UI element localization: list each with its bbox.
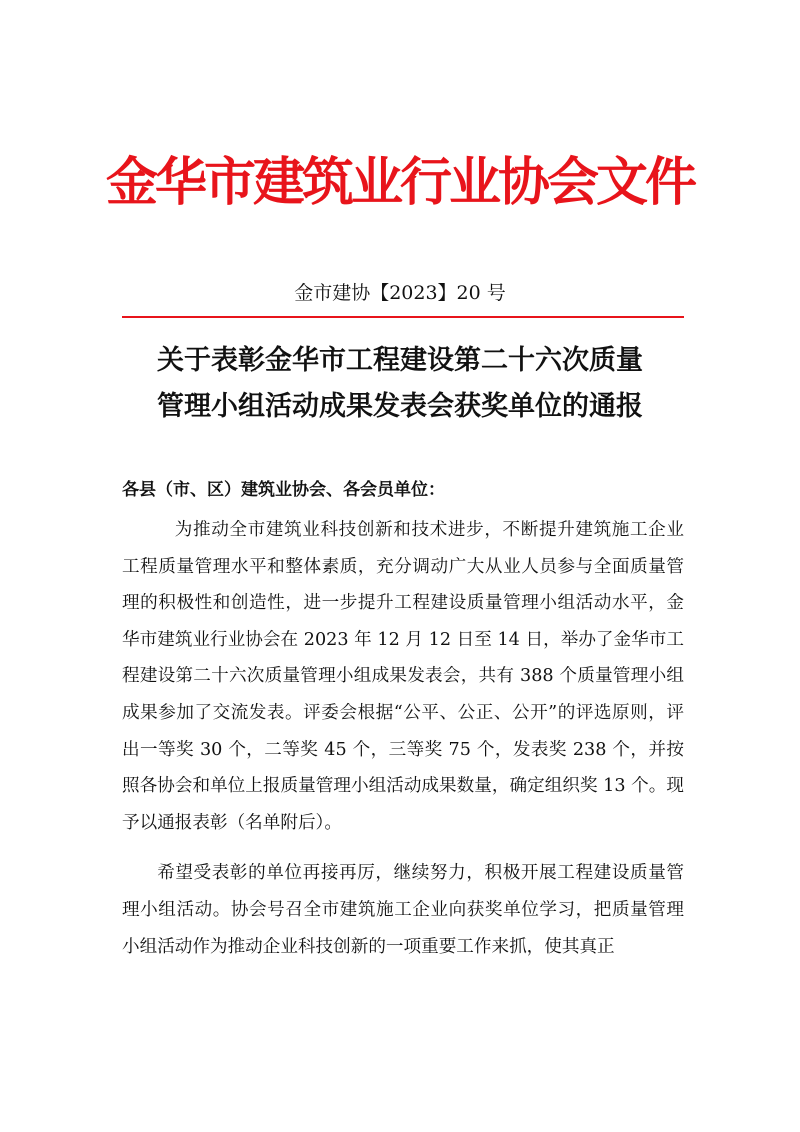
masthead-title: 金华市建筑业行业协会文件	[105, 153, 694, 213]
body-paragraph-1: 为推动全市建筑业科技创新和技术进步，不断提升建筑施工企业工程质量管理水平和整体素质，充分调动广大从业人员参与全面质量管理的积极性和创造性，进一步提升工程建设质量管理小组活动水平，金华市建筑业行业协会在 2023 年 12 月 12 日至 14 日，举办了金华市工程建设第二十六次质量管理小组成果发表会，共有 388 个质量管理小组成果参加了交流发表。评委会根据“公平、公正、公开”的评选原则，评出一等奖 30 个，二等奖 45 个，三等奖 75 个，发表奖 238 个，并按照各协会和单位上报质量管理小组活动成果数量，确定组织奖 13 个。现予以通报表彰（名单附后）。	[122, 520, 684, 833]
title-line-1: 关于表彰金华市工程建设第二十六次质量	[157, 345, 643, 376]
red-divider-line	[122, 316, 684, 318]
document-number: 金市建协【2023】20 号	[294, 282, 506, 304]
document-title	[0, 338, 800, 430]
body-paragraph-2: 希望受表彰的单位再接再厉，继续努力，积极开展工程建设质量管理小组活动。协会号召全市建筑施工企业向获奖单位学习，把质量管理小组活动作为推动企业科技创新的一项重要工作来抓，使其真正	[122, 863, 684, 957]
document-body	[122, 512, 684, 965]
title-line-2: 管理小组活动成果发表会获奖单位的通报	[157, 391, 643, 422]
salutation: 各县（市、区）建筑业协会、各会员单位：	[122, 480, 445, 500]
